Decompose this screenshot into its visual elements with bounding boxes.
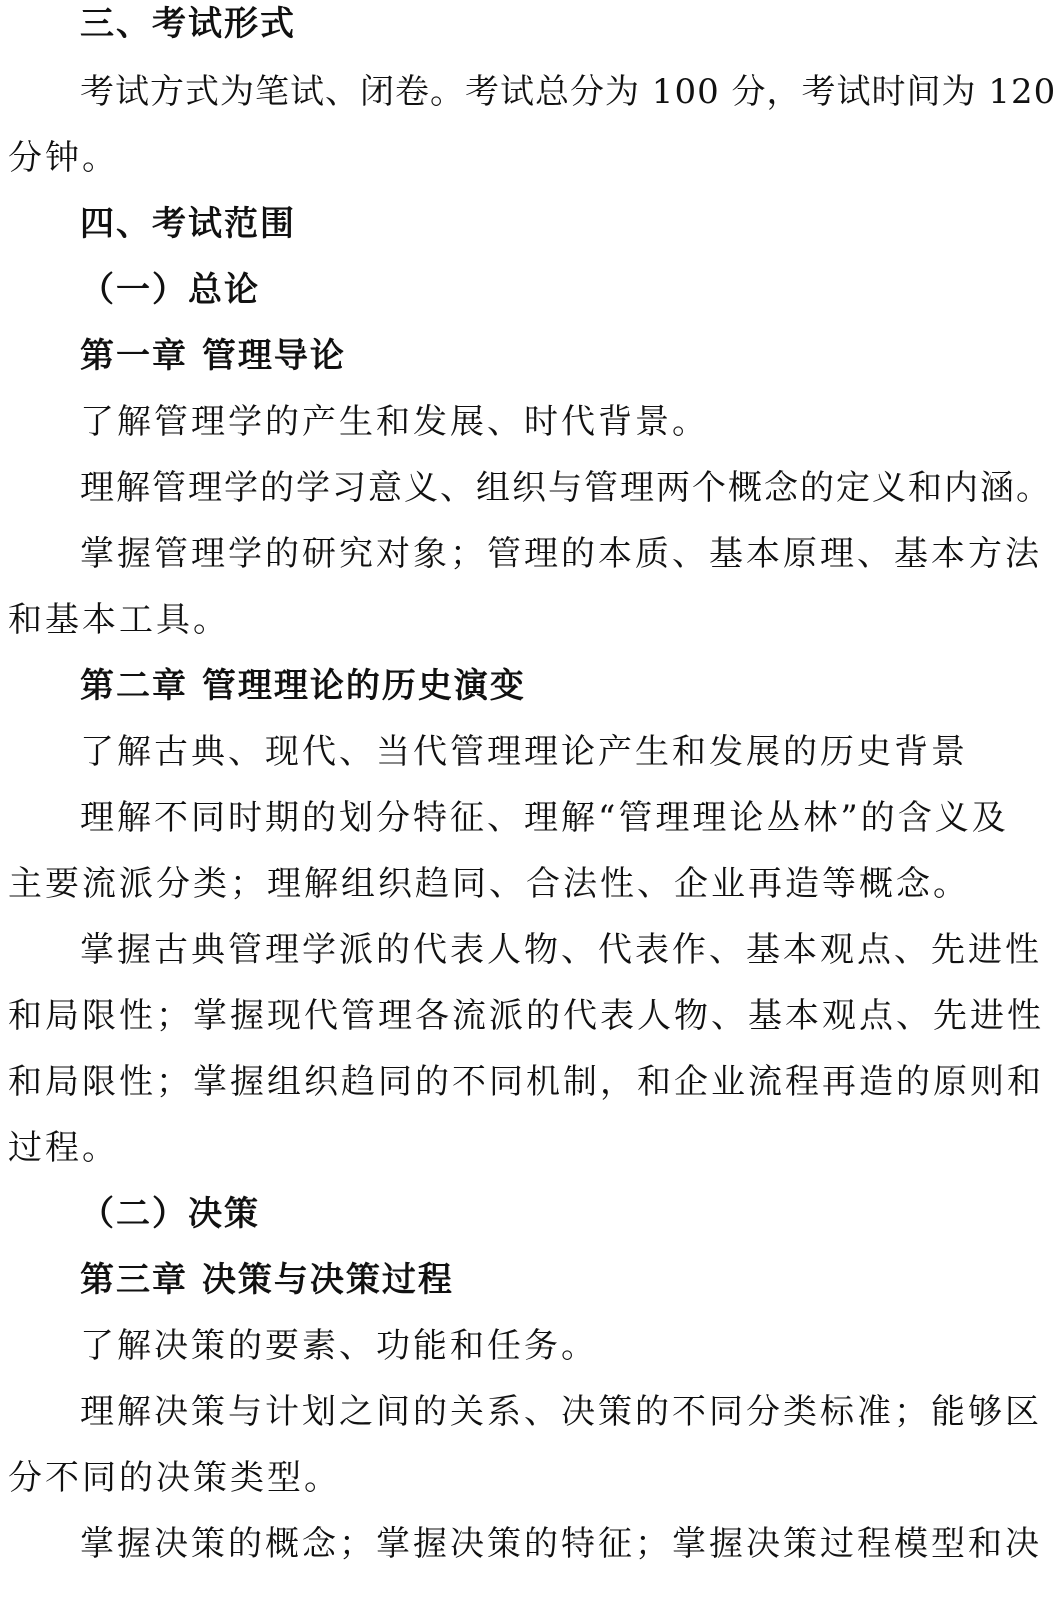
chapter3-paragraph2-line2: 分不同的决策类型。 bbox=[8, 1458, 341, 1498]
chapter1-title: 第一章 管理导论 bbox=[80, 336, 346, 376]
chapter2-title: 第二章 管理理论的历史演变 bbox=[80, 666, 526, 706]
chapter3-paragraph2-line1: 理解决策与计划之间的关系、决策的不同分类标准；能够区 bbox=[80, 1392, 1042, 1432]
chapter2-paragraph3-line3: 和局限性；掌握组织趋同的不同机制，和企业流程再造的原则和 bbox=[8, 1062, 1044, 1102]
chapter1-paragraph3-line2: 和基本工具。 bbox=[8, 600, 230, 640]
chapter3-paragraph1: 了解决策的要素、功能和任务。 bbox=[80, 1326, 598, 1366]
section4-heading: 四、考试范围 bbox=[80, 204, 296, 244]
chapter2-paragraph3-line2: 和局限性；掌握现代管理各流派的代表人物、基本观点、先进性 bbox=[8, 996, 1044, 1036]
section3-paragraph-line2: 分钟。 bbox=[8, 138, 119, 178]
chapter2-paragraph1: 了解古典、现代、当代管理理论产生和发展的历史背景 bbox=[80, 732, 968, 772]
chapter1-paragraph3-line1: 掌握管理学的研究对象；管理的本质、基本原理、基本方法 bbox=[80, 534, 1042, 574]
chapter1-paragraph2: 理解管理学的学习意义、组织与管理两个概念的定义和内涵。 bbox=[80, 468, 1052, 508]
chapter3-paragraph3-line1: 掌握决策的概念；掌握决策的特征；掌握决策过程模型和决 bbox=[80, 1524, 1042, 1564]
chapter2-paragraph2-line2: 主要流派分类；理解组织趋同、合法性、企业再造等概念。 bbox=[8, 864, 970, 904]
chapter2-paragraph3-line4: 过程。 bbox=[8, 1128, 119, 1168]
chapter3-title: 第三章 决策与决策过程 bbox=[80, 1260, 454, 1300]
section3-paragraph-line1: 考试方式为笔试、闭卷。考试总分为 100 分，考试时间为 120 bbox=[80, 72, 1057, 112]
part1-heading: （一）总论 bbox=[80, 270, 260, 310]
chapter1-paragraph1: 了解管理学的产生和发展、时代背景。 bbox=[80, 402, 709, 442]
chapter2-paragraph3-line1: 掌握古典管理学派的代表人物、代表作、基本观点、先进性 bbox=[80, 930, 1042, 970]
section3-heading: 三、考试形式 bbox=[80, 4, 296, 44]
chapter2-paragraph2-line1: 理解不同时期的划分特征、理解“管理理论丛林”的含义及 bbox=[80, 798, 1009, 838]
part2-heading: （二）决策 bbox=[80, 1194, 260, 1234]
